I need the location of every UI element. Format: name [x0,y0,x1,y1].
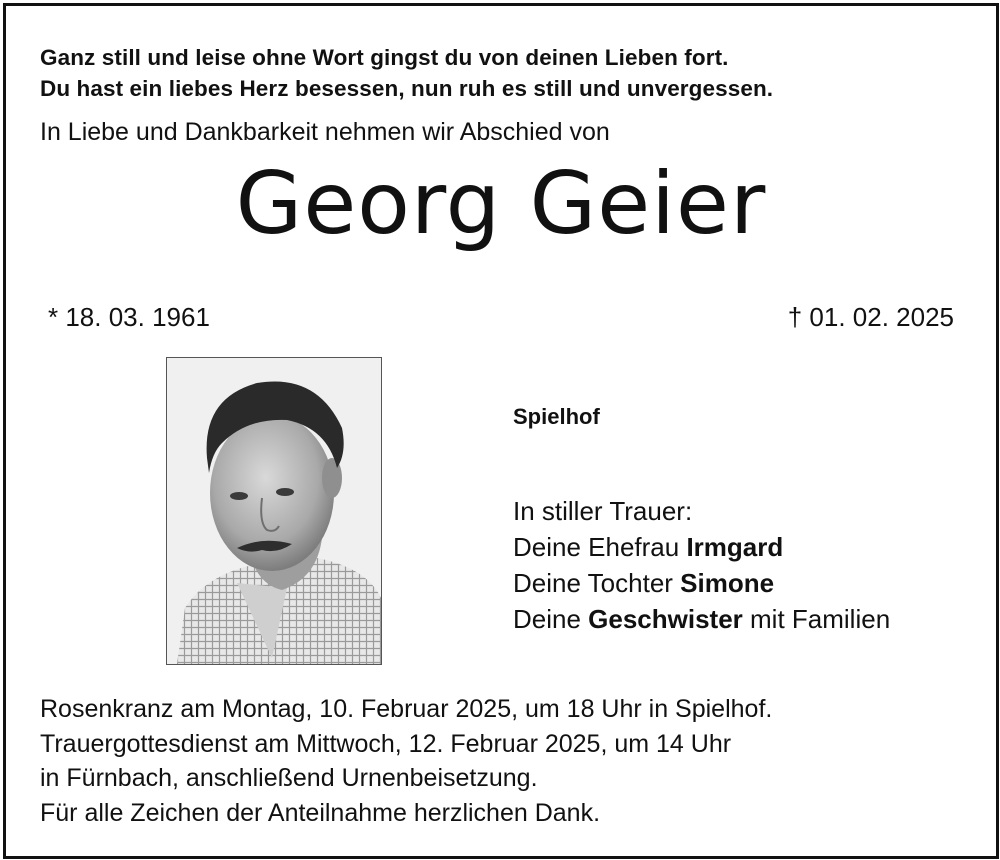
service-line: in Fürnbach, anschließend Urnenbeisetzung. [40,764,538,792]
verse-line: Du hast ein liebes Herz besessen, nun ruh es still und unvergessen. [40,76,774,101]
mourners-heading: In stiller Trauer: [513,496,693,526]
service-line: Rosenkranz am Montag, 10. Februar 2025, um 18 Uhr in Spielhof. [40,695,773,723]
farewell-intro: In Liebe und Dankbarkeit nehmen wir Abschied von [40,118,610,146]
service-details [40,692,772,830]
mourner-siblings: Deine Geschwister mit Familien [513,604,891,634]
portrait-image [167,358,381,664]
mourner-wife: Deine Ehefrau Irmgard [513,532,784,562]
service-line: Für alle Zeichen der Anteilnahme herzlichen Dank. [40,798,601,827]
mourners-list [513,493,890,637]
verse-line: Ganz still und leise ohne Wort gingst du von deinen Lieben fort. [40,45,729,70]
service-line: Trauergottesdienst am Mittwoch, 12. Februar 2025, um 14 Uhr [40,729,732,758]
residence-place: Spielhof [513,404,600,429]
memorial-verse [40,42,773,104]
mourner-daughter: Deine Tochter Simone [513,568,775,598]
portrait-photo [166,357,382,665]
obituary-notice [3,3,999,859]
birth-date: * 18. 03. 1961 [48,302,210,332]
deceased-name: Georg Geier [235,154,767,254]
death-date: † 01. 02. 2025 [787,302,954,332]
